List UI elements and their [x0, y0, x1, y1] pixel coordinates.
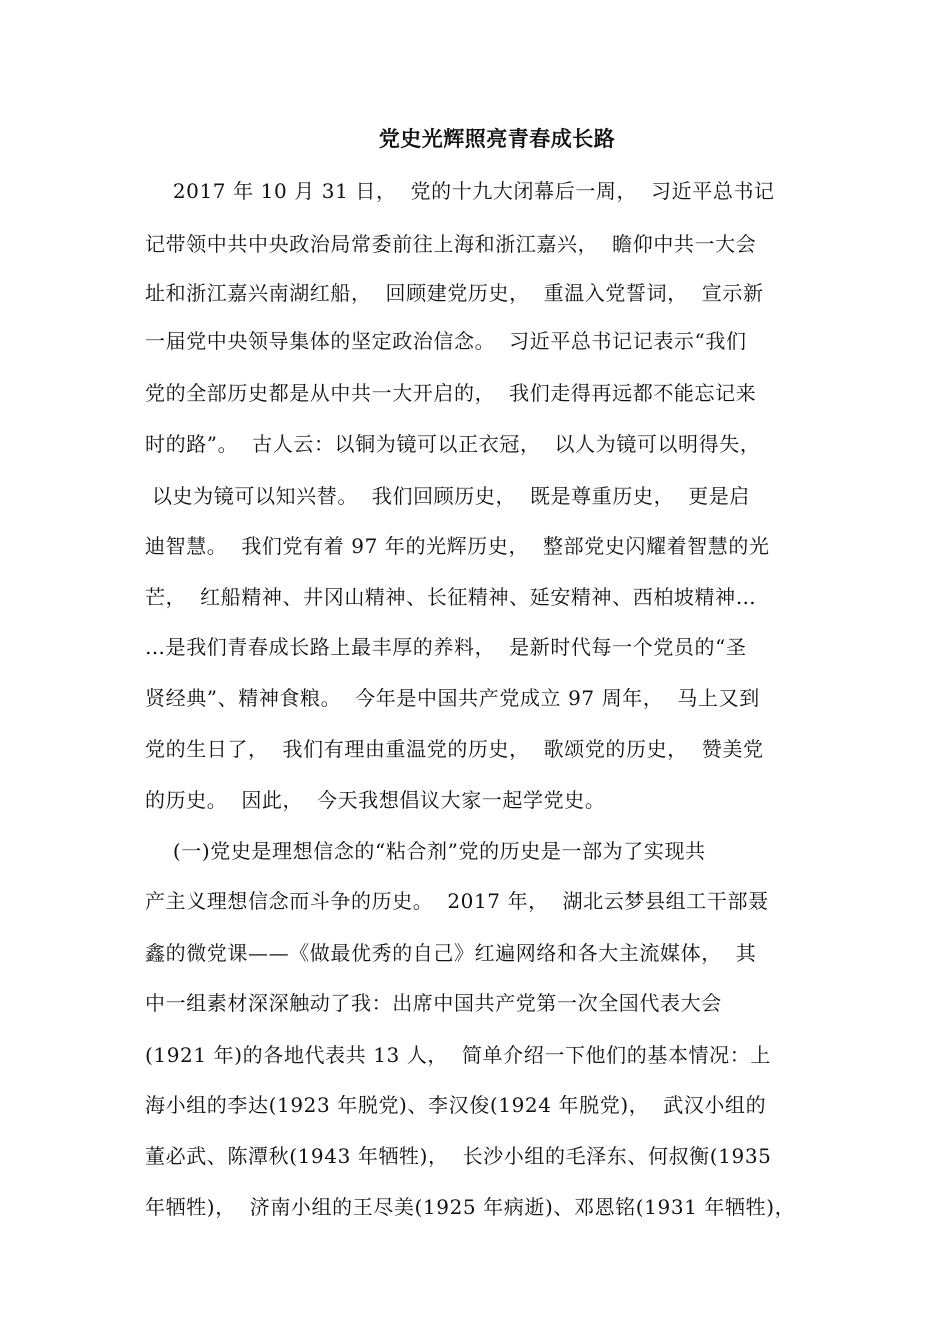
body-line-13: 的历史。 因此， 今天我想倡议大家一起学党史。 — [145, 788, 606, 812]
document-title: 党史光辉照亮青春成长路 — [378, 127, 616, 151]
body-line-19: 海小组的李达(1923 年脱党)、李汉俊(1924 年脱党)， 武汉小组的 — [145, 1093, 767, 1117]
body-line-7: 以史为镜可以知兴替。 我们回顾历史， 既是尊重历史， 更是启 — [145, 484, 750, 508]
body-line-1: 2017 年 10 月 31 日， 党的十九大闭幕后一周， 习近平总书记 — [145, 179, 775, 203]
body-line-9: 芒， 红船精神、井冈山精神、长征精神、延安精神、西柏坡精神… — [145, 585, 757, 609]
body-line-6: 时的路”。 古人云：以铜为镜可以正衣冠， 以人为镜可以明得失， — [145, 432, 761, 456]
body-line-17: 中一组素材深深触动了我：出席中国共产党第一次全国代表大会 — [145, 991, 722, 1015]
body-line-12: 党的生日了， 我们有理由重温党的历史， 歌颂党的历史， 赞美党 — [145, 737, 764, 761]
body-line-3: 址和浙江嘉兴南湖红船， 回顾建党历史， 重温入党誓词， 宣示新 — [145, 281, 764, 305]
body-line-11: 贤经典”、精神食粮。 今年是中国共产党成立 97 周年， 马上又到 — [145, 686, 760, 710]
body-line-14: (一)党史是理想信念的“粘合剂”党的历史是一部为了实现共 — [145, 839, 706, 863]
body-line-10: …是我们青春成长路上最丰厚的养料， 是新时代每一个党员的“圣 — [145, 635, 747, 659]
body-line-18: (1921 年)的各地代表共 13 人， 简单介绍一下他们的基本情况：上 — [145, 1043, 771, 1067]
body-line-8: 迪智慧。 我们党有着 97 年的光辉历史， 整部党史闪耀着智慧的光 — [145, 534, 770, 558]
body-line-16: 鑫的微党课——《做最优秀的自己》红遍网络和各大主流媒体， 其 — [145, 941, 757, 965]
body-line-2: 记带领中共中央政治局常委前往上海和浙江嘉兴， 瞻仰中共一大会 — [145, 232, 757, 256]
body-line-15: 产主义理想信念而斗争的历史。 2017 年， 湖北云梦县组工干部聂 — [145, 889, 769, 913]
body-line-21: 年牺牲)， 济南小组的王尽美(1925 年病逝)、邓恩铭(1931 年牺牲)， — [145, 1195, 796, 1219]
body-line-5: 党的全部历史都是从中共一大开启的， 我们走得再远都不能忘记来 — [145, 381, 757, 405]
body-line-4: 一届党中央领导集体的坚定政治信念。 习近平总书记记表示“我们 — [145, 329, 747, 353]
body-line-20: 董必武、陈潭秋(1943 年牺牲)， 长沙小组的毛泽东、何叔衡(1935 — [145, 1144, 772, 1168]
